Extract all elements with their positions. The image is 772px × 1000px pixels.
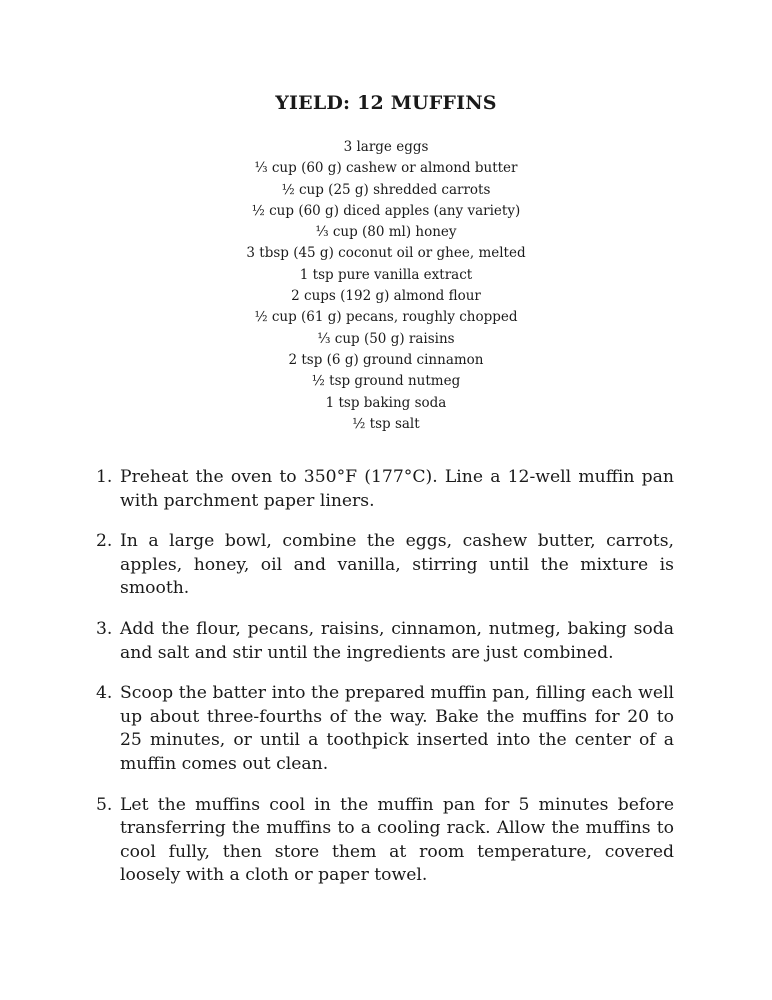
step-number: 4. <box>96 683 113 704</box>
instruction-step <box>96 794 674 888</box>
ingredient-item: ⅓ cup (50 g) raisins <box>317 330 455 347</box>
ingredient-item: 3 large eggs <box>343 139 429 155</box>
instruction-step <box>96 466 674 513</box>
instructions-list <box>96 466 674 905</box>
ingredient-item: ⅓ cup (80 ml) honey <box>315 224 457 241</box>
ingredient-item: 2 cups (192 g) almond flour <box>291 288 481 305</box>
instruction-step <box>96 618 674 665</box>
step-text: In a large bowl, combine the eggs, cashew butter, carrots, apples, honey, oil and vanilla, stirring until the mixture is smooth. <box>120 531 674 599</box>
step-number: 3. <box>96 618 113 639</box>
ingredient-item: ½ tsp ground nutmeg <box>311 373 461 390</box>
ingredient-item: ½ cup (61 g) pecans, roughly chopped <box>254 309 518 326</box>
step-number: 5. <box>96 794 113 815</box>
ingredient-item: ½ cup (60 g) diced apples (any variety) <box>251 202 521 219</box>
ingredient-item: ⅓ cup (60 g) cashew or almond butter <box>254 160 518 177</box>
step-text: Let the muffins cool in the muffin pan for 5 minutes before transferring the muffins to a cooling rack. Allow the muffins to cool fully, then store them at room temperature, covered loosely with a cloth or paper towel. <box>120 794 674 886</box>
step-text: Preheat the oven to 350°F (177°C). Line a 12-well muffin pan with parchment paper liners. <box>120 467 674 511</box>
ingredient-item: 3 tbsp (45 g) coconut oil or ghee, melted <box>246 245 526 262</box>
step-number: 1. <box>96 467 113 487</box>
step-text: Scoop the batter into the prepared muffin pan, filling each well up about three-fourths of the way. Bake the muffins for 20 to 25 minutes, or until a toothpick inserted into the center of a muffin comes out clean. <box>120 683 674 774</box>
ingredient-item: ½ cup (25 g) shredded carrots <box>281 181 491 198</box>
ingredient-item: 1 tsp baking soda <box>325 394 447 411</box>
step-number: 2. <box>96 531 113 552</box>
ingredient-item: 1 tsp pure vanilla extract <box>299 266 473 283</box>
yield-title: YIELD: 12 MUFFINS <box>275 92 497 114</box>
instruction-step <box>96 682 674 776</box>
ingredient-item: 2 tsp (6 g) ground cinnamon <box>288 351 484 368</box>
step-text: Add the flour, pecans, raisins, cinnamon, nutmeg, baking soda and salt and stir until the ingredients are just combined. <box>120 618 674 663</box>
ingredients-list <box>0 137 772 435</box>
ingredient-item: ½ tsp salt <box>352 415 420 432</box>
instruction-step <box>96 530 674 601</box>
